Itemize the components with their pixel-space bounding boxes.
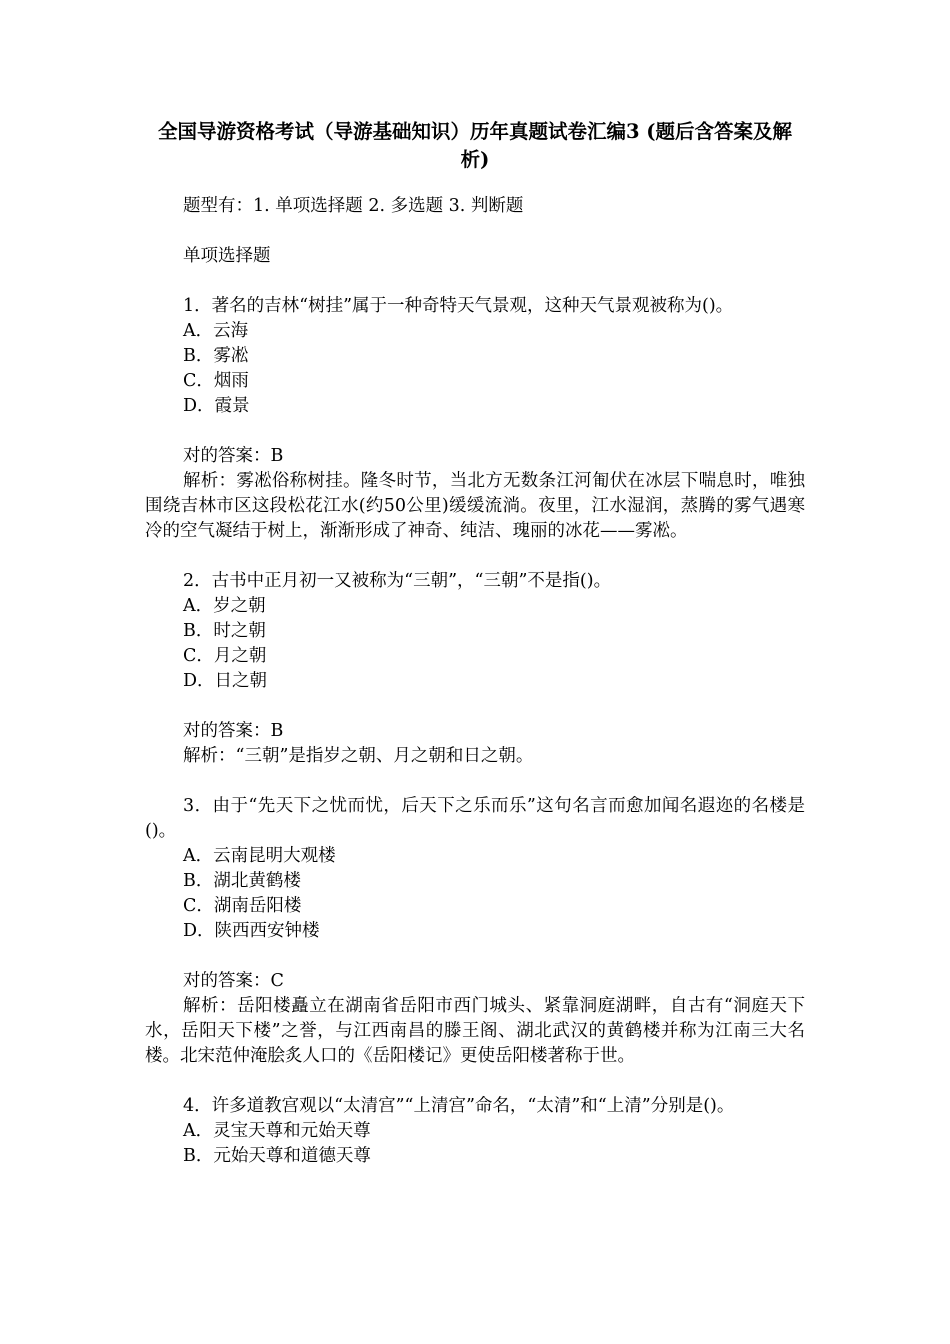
spacer: [145, 269, 805, 294]
question-3: [145, 794, 805, 1069]
option-c: C．烟雨: [183, 371, 249, 391]
option-c: C．月之朝: [183, 646, 267, 666]
analysis-text: 解析：雾凇俗称树挂。隆冬时节，当北方无数条江河匍伏在冰层下喘息时，唯独围绕吉林市区这段松花江水(约50公里)缓缓流淌。夜里，江水湿润，蒸腾的雾气遇寒冷的空气凝结于树上，渐渐形成了神奇、纯洁、瑰丽的冰花——雾凇。: [145, 471, 805, 541]
section-heading: 单项选择题: [183, 246, 271, 266]
option-d: D．陕西西安钟楼: [183, 921, 320, 941]
question-stem: 4．许多道教宫观以“太清宫”“上清宫”命名，“太清”和“上清”分别是()。: [183, 1096, 735, 1116]
spacer: [145, 944, 805, 969]
option-a: A．灵宝天尊和元始天尊: [183, 1121, 371, 1141]
option-a: A．云海: [183, 321, 249, 341]
question-stem: 2．古书中正月初一又被称为“三朝”，“三朝”不是指()。: [183, 571, 612, 591]
option-c: C．湖南岳阳楼: [183, 896, 302, 916]
question-2: [145, 569, 805, 769]
option-b: B．时之朝: [183, 621, 266, 641]
question-1: [145, 294, 805, 544]
option-b: B．湖北黄鹤楼: [183, 871, 301, 891]
option-b: B．雾凇: [183, 346, 249, 366]
analysis-text: 解析：“三朝”是指岁之朝、月之朝和日之朝。: [183, 746, 534, 766]
option-d: D．日之朝: [183, 671, 268, 691]
question-types-line: 题型有：1. 单项选择题 2. 多选题 3. 判断题: [183, 196, 524, 216]
spacer: [145, 1069, 805, 1094]
option-a: A．云南昆明大观楼: [183, 846, 336, 866]
answer-line: 对的答案：C: [183, 971, 284, 991]
option-a: A．岁之朝: [183, 596, 266, 616]
answer-line: 对的答案：B: [183, 721, 284, 741]
spacer: [145, 694, 805, 719]
answer-line: 对的答案：B: [183, 446, 284, 466]
analysis-text: 解析：岳阳楼矗立在湖南省岳阳市西门城头、紧靠洞庭湖畔，自古有“洞庭天下水，岳阳天下楼”之誉，与江西南昌的滕王阁、湖北武汉的黄鹤楼并称为江南三大名楼。北宋范仲淹脍炙人口的《岳阳楼记》更使岳阳楼著称于世。: [145, 996, 805, 1066]
document-page: [145, 118, 805, 1169]
spacer: [145, 419, 805, 444]
spacer: [145, 219, 805, 244]
document-title: 全国导游资格考试（导游基础知识）历年真题试卷汇编3 (题后含答案及解析): [157, 120, 793, 171]
option-d: D．霞景: [183, 396, 250, 416]
question-stem: 1．著名的吉林“树挂”属于一种奇特天气景观，这种天气景观被称为()。: [183, 296, 734, 316]
question-4: [145, 1094, 805, 1169]
question-stem: 3．由于“先天下之忧而忧，后天下之乐而乐”这句名言而愈加闻名遐迩的名楼是()。: [145, 796, 805, 841]
spacer: [145, 544, 805, 569]
option-b: B．元始天尊和道德天尊: [183, 1146, 371, 1166]
spacer: [145, 769, 805, 794]
